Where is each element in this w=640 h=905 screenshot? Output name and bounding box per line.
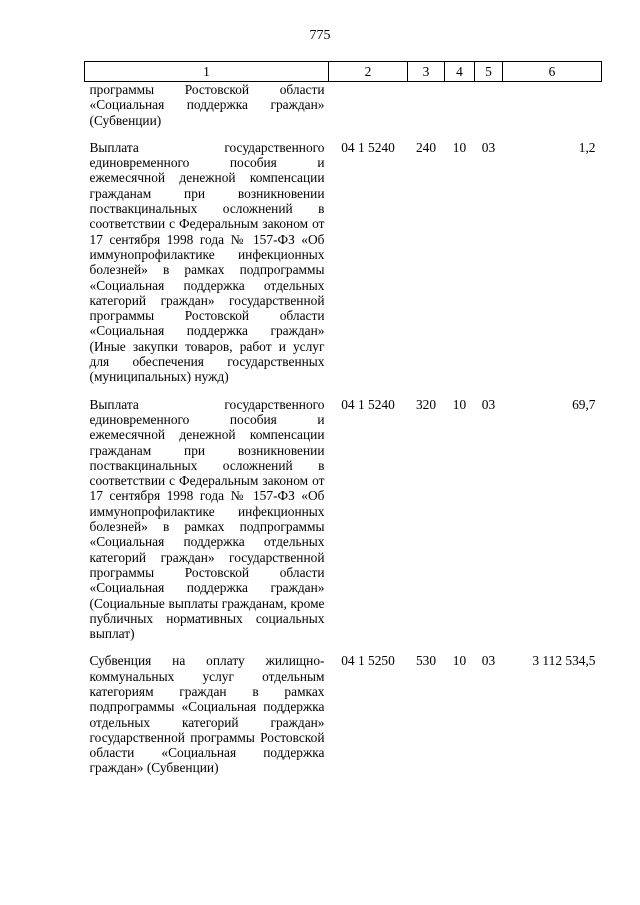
row-rz: 10 xyxy=(452,396,467,412)
row-vr: 530 xyxy=(415,653,437,669)
table-row xyxy=(85,651,602,785)
row-pr: 03 xyxy=(481,139,496,155)
row-code: 04 1 5250 xyxy=(341,653,395,669)
table-row xyxy=(85,82,602,138)
row-pr: 03 xyxy=(481,653,496,669)
column-header-6: 6 xyxy=(503,62,602,82)
column-header-2: 2 xyxy=(329,62,408,82)
column-header-3: 3 xyxy=(408,62,445,82)
row-vr xyxy=(408,82,445,138)
row-amount: 3 112 534,5 xyxy=(532,653,596,669)
row-amount: 1,2 xyxy=(578,139,596,155)
row-pr xyxy=(475,82,503,138)
page-number: 775 xyxy=(309,28,331,43)
row-pr: 03 xyxy=(481,396,496,412)
row-vr: 320 xyxy=(415,396,437,412)
row-rz: 10 xyxy=(452,139,467,155)
row-description: Выплата государственного единовременного пособия и ежемесячной денежной компенсации гражданам при возникновении поствакцинальных осложнений в соответствии с Федеральным законом от 17 сентября 1998 года № 157-ФЗ «Об иммунопрофилактике инфекционных болезней» в рамках подпрограммы «Социальная поддержка отдельных категорий граждан» государственной программы Ростовской области «Социальная поддержка граждан» (Иные закупки товаров, работ и услуг для обеспечения государственных (муниципальных) нужд) xyxy=(89,139,325,385)
table-header-row xyxy=(85,62,602,82)
row-code xyxy=(329,82,408,138)
column-header-1: 1 xyxy=(85,62,329,82)
row-rz: 10 xyxy=(452,653,467,669)
column-header-5: 5 xyxy=(475,62,503,82)
column-header-4: 4 xyxy=(445,62,475,82)
row-vr: 240 xyxy=(415,139,437,155)
row-rz xyxy=(445,82,475,138)
row-description: Выплата государственного единовременного пособия и ежемесячной денежной компенсации гражданам при возникновении поствакцинальных осложнений в соответствии с Федеральным законом от 17 сентября 1998 года № 157-ФЗ «Об иммунопрофилактике инфекционных болезней» в рамках подпрограммы «Социальная поддержка отдельных категорий граждан» государственной программы Ростовской области «Социальная поддержка граждан» (Социальные выплаты гражданам, кроме публичных нормативных социальных выплат) xyxy=(89,396,325,642)
budget-table xyxy=(84,61,602,786)
row-amount: 69,7 xyxy=(572,396,596,412)
row-code: 04 1 5240 xyxy=(341,139,395,155)
row-code: 04 1 5240 xyxy=(341,396,395,412)
table-row xyxy=(85,138,602,395)
row-description: программы Ростовской области «Социальная поддержка граждан» (Субвенции) xyxy=(89,82,325,128)
table-row xyxy=(85,395,602,652)
row-description: Субвенция на оплату жилищно-коммунальных услуг отдельным категориям граждан в рамках подпрограммы «Социальная поддержка отдельных категорий граждан» государственной программы Ростовской области «Социальная поддержка граждан» (Субвенции) xyxy=(89,653,325,776)
row-amount xyxy=(503,82,602,138)
